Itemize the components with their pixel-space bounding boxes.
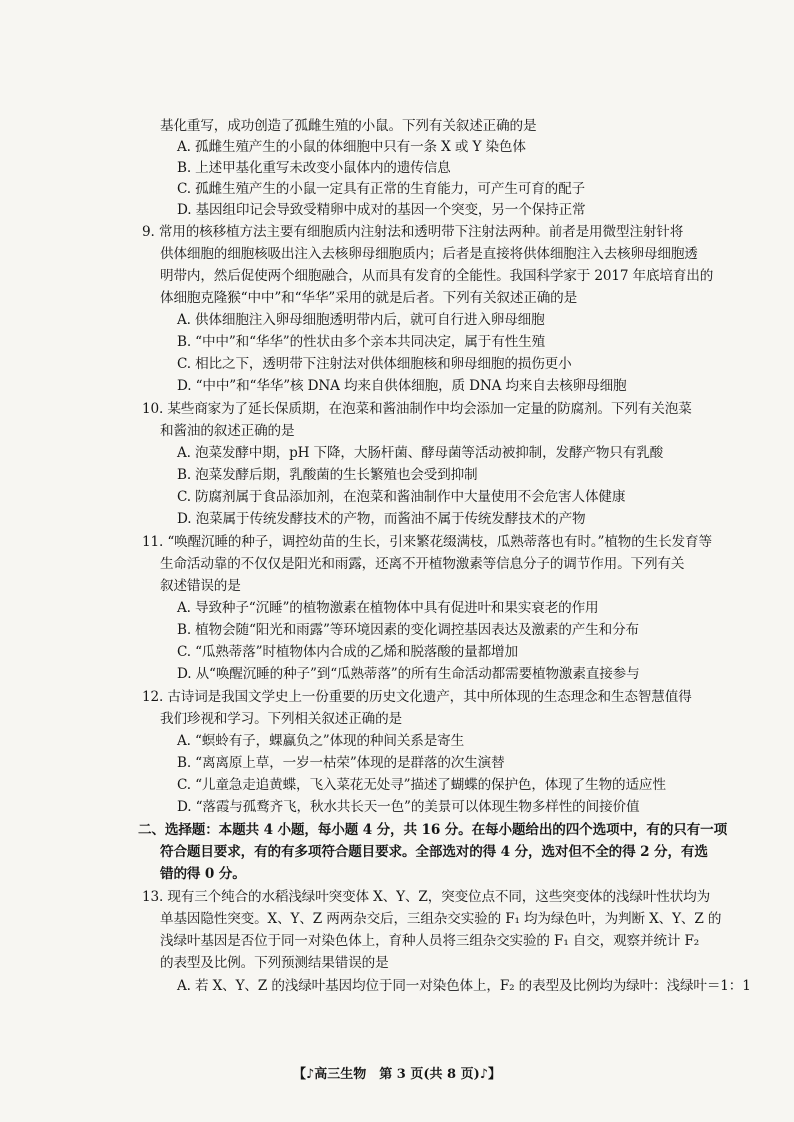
q9-option-d: D. “中中”和“华华”核 DNA 均来自供体细胞，质 DNA 均来自去核卵母细胞 xyxy=(177,378,627,394)
q10-option-d: D. 泡菜属于传统发酵技术的产物，而酱油不属于传统发酵技术的产物 xyxy=(177,511,586,527)
q12-stem-line-2: 我们珍视和学习。下列相关叙述正确的是 xyxy=(160,711,402,727)
q11-option-b: B. 植物会随“阳光和雨露”等环境因素的变化调控基因表达及激素的产生和分布 xyxy=(177,622,639,638)
q13-option-a: A. 若 X、Y、Z 的浅绿叶基因均位于同一对染色体上，F₂ 的表型及比例均为绿叶：浅绿叶＝1：1 xyxy=(177,978,751,994)
q8-option-c: C. 孤雌生殖产生的小鼠一定具有正常的生育能力，可产生可育的配子 xyxy=(177,181,585,197)
q11-option-c: C. “瓜熟蒂落”时植物体内合成的乙烯和脱落酸的量都增加 xyxy=(177,644,518,660)
q11-option-d: D. 从“唤醒沉睡的种子”到“瓜熟蒂落”的所有生命活动都需要植物激素直接参与 xyxy=(177,666,640,682)
section-2-heading-line-2: 符合题目要求，有的有多项符合题目要求。全部选对的得 4 分，选对但不全的得 2 分，有选 xyxy=(160,844,708,860)
q9-option-a: A. 供体细胞注入卵母细胞透明带内后，就可自行进入卵母细胞 xyxy=(177,312,545,328)
q13-stem-line-4: 的表型及比例。下列预测结果错误的是 xyxy=(160,955,389,971)
page-footer: 【♪高三生物 第 3 页(共 8 页)♪】 xyxy=(292,1067,502,1082)
q11-stem-line-3: 叙述错误的是 xyxy=(160,578,241,594)
q10-option-b: B. 泡菜发酵后期，乳酸菌的生长繁殖也会受到抑制 xyxy=(177,467,478,483)
q8-option-a: A. 孤雌生殖产生的小鼠的体细胞中只有一条 X 或 Y 染色体 xyxy=(177,139,526,155)
q10-option-a: A. 泡菜发酵中期，pH 下降，大肠杆菌、酵母菌等活动被抑制，发酵产物只有乳酸 xyxy=(177,445,664,461)
q9-option-c: C. 相比之下，透明带下注射法对供体细胞核和卵母细胞的损伤更小 xyxy=(177,356,572,372)
q9-option-b: B. “中中”和“华华”的性状由多个亲本共同决定，属于有性生殖 xyxy=(177,334,546,350)
q11-option-a: A. 导致种子“沉睡”的植物激素在植物体中具有促进叶和果实衰老的作用 xyxy=(177,600,599,616)
q13-stem-line-1: 13. 现有三个纯合的水稻浅绿叶突变体 X、Y、Z，突变位点不同，这些突变体的浅绿叶性状均为 xyxy=(142,889,711,905)
q9-stem-line-2: 供体细胞的细胞核吸出注入去核卵母细胞质内；后者是直接将供体细胞注入去核卵母细胞透 xyxy=(160,246,698,262)
q8-option-b: B. 上述甲基化重写未改变小鼠体内的遗传信息 xyxy=(177,160,451,176)
q10-stem-line-2: 和酱油的叙述正确的是 xyxy=(160,423,295,439)
q11-stem-line-1: 11. “唤醒沉睡的种子，调控幼苗的生长，引来繁花缀满枝，瓜熟蒂落也有时。”植物的生长发育等 xyxy=(142,534,712,550)
q12-stem-line-1: 12. 古诗词是我国文学史上一份重要的历史文化遗产，其中所体现的生态理念和生态智慧值得 xyxy=(142,689,692,705)
q10-stem-line-1: 10. 某些商家为了延长保质期，在泡菜和酱油制作中均会添加一定量的防腐剂。下列有关泡菜 xyxy=(142,401,692,417)
section-2-heading-line-1: 二、选择题：本题共 4 小题，每小题 4 分，共 16 分。在每小题给出的四个选项中，有的只有一项 xyxy=(138,822,728,838)
q10-option-c: C. 防腐剂属于食品添加剂，在泡菜和酱油制作中大量使用不会危害人体健康 xyxy=(177,489,626,505)
q9-stem-line-1: 9. 常用的核移植方法主要有细胞质内注射法和透明带下注射法两种。前者是用微型注射针将 xyxy=(142,224,684,240)
q9-stem-line-4: 体细胞克隆猴“中中”和“华华”采用的就是后者。下列有关叙述正确的是 xyxy=(160,290,578,306)
q12-option-c: C. “儿童急走追黄蝶，飞入菜花无处寻”描述了蝴蝶的保护色，体现了生物的适应性 xyxy=(177,777,666,793)
q11-stem-line-2: 生命活动靠的不仅仅是阳光和雨露，还离不开植物激素等信息分子的调节作用。下列有关 xyxy=(160,556,685,572)
q9-stem-line-3: 明带内，然后促使两个细胞融合，从而具有发育的全能性。我国科学家于 2017 年底培育出的 xyxy=(160,268,714,284)
q8-option-d: D. 基因组印记会导致受精卵中成对的基因一个突变，另一个保持正常 xyxy=(177,202,586,218)
q12-option-a: A. “螟蛉有子，蜾蠃负之”体现的种间关系是寄生 xyxy=(177,733,465,749)
q12-option-b: B. “离离原上草，一岁一枯荣”体现的是群落的次生演替 xyxy=(177,755,505,771)
section-2-heading-line-3: 错的得 0 分。 xyxy=(160,866,246,882)
q8-stem-continued: 基化重写，成功创造了孤雌生殖的小鼠。下列有关叙述正确的是 xyxy=(160,118,537,134)
q13-stem-line-3: 浅绿叶基因是否位于同一对染色体上，育种人员将三组杂交实验的 F₁ 自交，观察并统计 F₂ xyxy=(160,933,700,949)
q12-option-d: D. “落霞与孤鹜齐飞，秋水共长天一色”的美景可以体现生物多样性的间接价值 xyxy=(177,799,640,815)
q13-stem-line-2: 单基因隐性突变。X、Y、Z 两两杂交后，三组杂交实验的 F₁ 均为绿色叶，为判断 X、Y、Z 的 xyxy=(160,911,722,927)
